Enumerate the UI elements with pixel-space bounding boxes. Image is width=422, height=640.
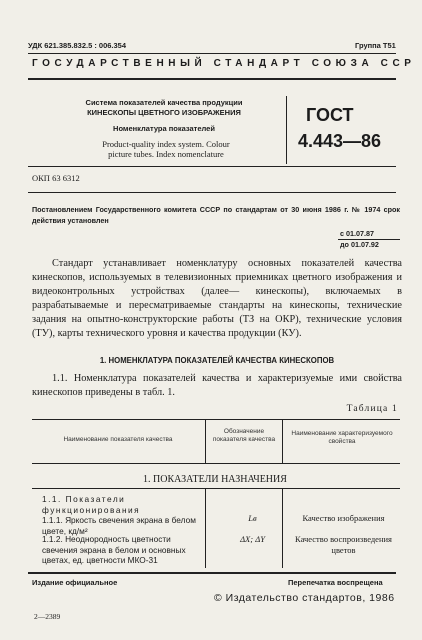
table-header-symbol: Обозначение показателя качества [212,428,276,443]
state-standard-banner: ГОСУДАРСТВЕННЫЙ СТАНДАРТ СОЮЗА ССР [32,58,416,69]
table-section-heading: 1. ПОКАЗАТЕЛИ НАЗНАЧЕНИЯ [143,474,287,485]
title-rule [28,166,396,167]
table-row-1-name [32,494,202,536]
official-edition: Издание официальное [32,578,118,587]
table-row-1-item: 1.1.1. Яркость свечения экрана в белом цвете, кд/м² [42,515,196,536]
table-row-2-name [32,534,202,566]
header-rule-bottom [28,78,396,80]
table-header-property: Наименование характеризуемого свойства [291,430,393,445]
copyright: © Издательство стандартов, 1986 [214,592,395,604]
group-code: Группа Т51 [355,41,396,50]
validity-underline [338,239,400,240]
table-top-rule [32,419,400,420]
table-row-1-property: Качество изображения [302,513,385,523]
system-title-line2: КИНЕСКОПЫ ЦВЕТНОГО ИЗОБРАЖЕНИЯ [87,108,241,117]
okp-rule [28,192,396,193]
table-section-rule [32,488,400,489]
footer-rule [28,572,396,574]
table-row-2-property: Качество воспроизведения цветов [295,534,392,555]
nomenclature-subtitle: Номенклатура показателей [113,124,215,133]
table-row-2-symbol: ΔX; ΔY [240,534,265,544]
table-header-rule [32,463,400,464]
english-title-line1: Product-quality index system. Colour [102,139,230,149]
system-title [66,98,262,118]
decree-text: Постановлением Государственного комитета СССР по стандартам от 30 июня 1986 г. № 1974 срок действия установлен [32,205,400,225]
gost-label: ГОСТ [306,105,354,125]
table-col-divider-1 [205,419,206,463]
udk-code: УДК 621.385.832.5 : 006.354 [28,41,127,50]
title-divider [286,96,287,164]
validity-from: с 01.07.87 [340,229,374,238]
table-row-1-symbol: Lв [248,513,257,523]
gost-number: 4.443—86 [298,131,382,151]
table-label: Таблица 1 [346,404,398,414]
paragraph-1-1: 1.1. Номенклатура показателей качества и характеризуемые ими свойства кинескопов приведены в табл. 1. [32,373,402,398]
validity-to: до 01.07.92 [340,240,379,249]
table-row-1-group: 1.1. Показатели функционирования [42,494,141,515]
section-1-heading: 1. НОМЕНКЛАТУРА ПОКАЗАТЕЛЕЙ КАЧЕСТВА КИНЕСКОПОВ [99,356,335,365]
table-header-name: Наименование показателя качества [63,436,173,443]
print-serial: 2—2389 [34,612,61,621]
reprint-forbidden: Перепечатка воспрещена [288,578,383,587]
table-body-divider-1 [205,488,206,568]
system-title-line1: Система показателей качества продукции [85,98,243,107]
intro-paragraph: Стандарт устанавливает номенклатуру основных показателей качества кинескопов, используемых в телевизионных приемниках цветного изображения и видеоконтрольных устройствах (далее— кинескопы), включаемых в разрабатываемые и пересматриваемые стандарты на кинескопы, технические задания на опытно-конструкторские работы (ТЗ на ОКР), технические условия (ТУ), карты технического уровня и качества продукции (КУ). [32,258,402,340]
english-title-line2: picture tubes. Index nomenclature [108,149,224,159]
table-body-divider-2 [282,488,283,568]
table-row-2-item: 1.1.2. Неоднородность цветности свечения экрана в белом и основных цветах, ед. цветности МКО-31 [42,534,186,565]
english-title [68,139,264,159]
table-col-divider-2 [282,419,283,463]
okp-code: ОКП 63 6312 [32,173,80,183]
header-rule-top [28,53,396,54]
